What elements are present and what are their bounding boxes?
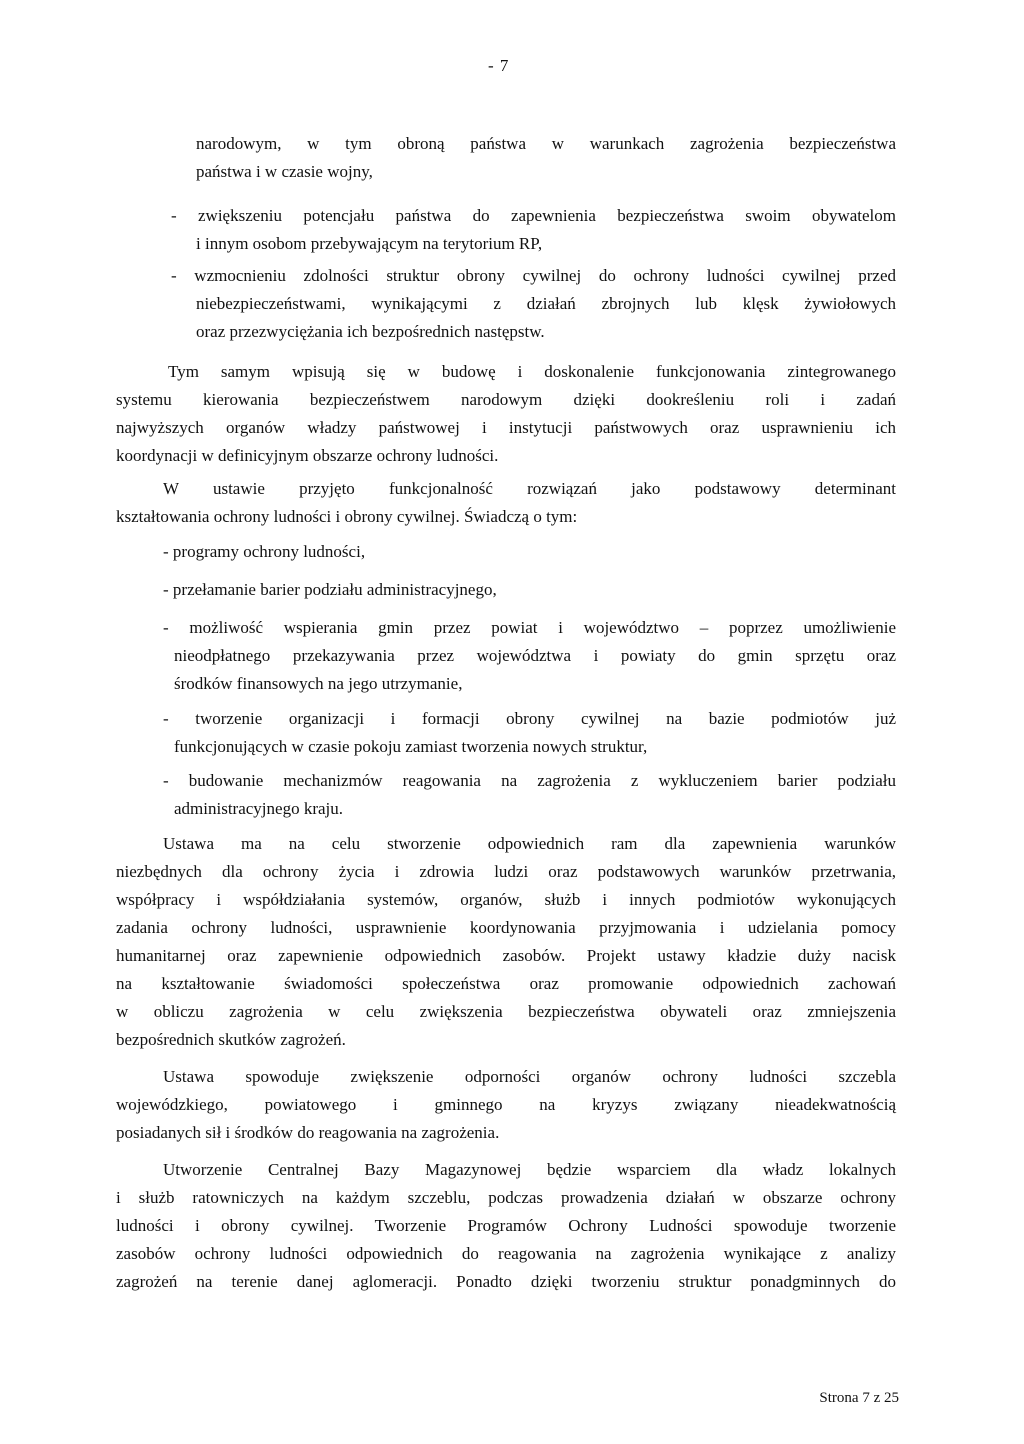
text-line: ludności i obrony cywilnej. Tworzenie Programów Ochrony Ludności spowoduje tworzenie — [116, 1216, 896, 1235]
text-line: koordynacji w definicyjnym obszarze ochrony ludności. — [116, 446, 499, 465]
text-line: zagrożeń na terenie danej aglomeracji. Ponadto dzięki tworzeniu struktur ponadgminnych do — [116, 1272, 896, 1291]
paragraph — [116, 1063, 896, 1147]
list-item — [171, 202, 896, 258]
text-line: - przełamanie barier podziału administracyjnego, — [163, 580, 497, 599]
text-line: środków finansowych na jego utrzymanie, — [174, 674, 463, 693]
text-line: niebezpieczeństwami, wynikającymi z działań zbrojnych lub klęsk żywiołowych — [196, 294, 896, 313]
text-line: Tym samym wpisują się w budowę i doskonalenie funkcjonowania zintegrowanego — [168, 362, 896, 381]
text-line: humanitarnej oraz zapewnienie odpowiednich zasobów. Projekt ustawy kładzie duży nacisk — [116, 946, 896, 965]
list-item-continuation — [196, 130, 896, 186]
text-line: nieodpłatnego przekazywania przez województwa i powiaty do gmin sprzętu oraz — [174, 646, 896, 665]
text-line: zasobów ochrony ludności odpowiednich do reagowania na zagrożenia wynikające z analizy — [116, 1244, 896, 1263]
paragraph — [116, 475, 896, 531]
text-line: wojewódzkiego, powiatowego i gminnego na kryzys związany nieadekwatnością — [116, 1095, 896, 1114]
list-item — [163, 614, 896, 698]
text-line: - zwiększeniu potencjału państwa do zapewnienia bezpieczeństwa swoim obywatelom — [171, 206, 896, 225]
text-line: - programy ochrony ludności, — [163, 542, 366, 561]
text-line: najwyższych organów władzy państwowej i instytucji państwowych oraz usprawnieniu ich — [116, 418, 896, 437]
text-line: administracyjnego kraju. — [174, 799, 344, 818]
text-line: Utworzenie Centralnej Bazy Magazynowej będzie wsparciem dla władz lokalnych — [163, 1160, 896, 1179]
page-number-top: - 7 — [488, 56, 510, 75]
text-line: kształtowania ochrony ludności i obrony cywilnej. Świadczą o tym: — [116, 507, 578, 526]
text-line: oraz przezwyciężania ich bezpośrednich następstw. — [196, 322, 545, 341]
text-line: funkcjonujących w czasie pokoju zamiast tworzenia nowych struktur, — [174, 737, 648, 756]
text-line: - tworzenie organizacji i formacji obrony cywilnej na bazie podmiotów już — [163, 709, 896, 728]
text-line: państwa i w czasie wojny, — [196, 162, 373, 181]
text-line: współpracy i współdziałania systemów, organów, służb i innych podmiotów wykonujących — [116, 890, 896, 909]
text-line: - możliwość wspierania gmin przez powiat i województwo – poprzez umożliwienie — [163, 618, 896, 637]
text-line: na kształtowanie świadomości społeczeństwa oraz promowanie odpowiednich zachowań — [116, 974, 896, 993]
text-line: narodowym, w tym obroną państwa w warunkach zagrożenia bezpieczeństwa — [196, 134, 896, 153]
text-line: niezbędnych dla ochrony życia i zdrowia ludzi oraz podstawowych warunków przetrwania, — [116, 862, 896, 881]
text-line: Ustawa ma na celu stworzenie odpowiednich ram dla zapewnienia warunków — [163, 834, 896, 853]
text-line: bezpośrednich skutków zagrożeń. — [116, 1030, 346, 1049]
paragraph — [116, 830, 896, 1054]
paragraph — [116, 1156, 896, 1296]
text-line: i służb ratowniczych na każdym szczeblu, podczas prowadzenia działań w obszarze ochrony — [116, 1188, 896, 1207]
text-line: i innym osobom przebywającym na terytorium RP, — [196, 234, 543, 253]
text-line: posiadanych sił i środków do reagowania na zagrożenia. — [116, 1123, 500, 1142]
list-item — [171, 262, 896, 346]
text-line: - budowanie mechanizmów reagowania na zagrożenia z wykluczeniem barier podziału — [163, 771, 896, 790]
text-line: w obliczu zagrożenia w celu zwiększenia bezpieczeństwa obywateli oraz zmniejszenia — [116, 1002, 896, 1021]
list-item — [163, 767, 896, 823]
text-line: systemu kierowania bezpieczeństwem narodowym dzięki dookreśleniu roli i zadań — [116, 390, 896, 409]
text-line: - wzmocnieniu zdolności struktur obrony cywilnej do ochrony ludności cywilnej przed — [171, 266, 896, 285]
text-line: Ustawa spowoduje zwiększenie odporności organów ochrony ludności szczebla — [163, 1067, 896, 1086]
list-item — [163, 576, 896, 604]
text-line: zadania ochrony ludności, usprawnienie koordynowania przyjmowania i udzielania pomocy — [116, 918, 896, 937]
text-line: W ustawie przyjęto funkcjonalność rozwiązań jako podstawowy determinant — [163, 479, 896, 498]
page-footer: Strona 7 z 25 — [819, 1390, 899, 1406]
list-item — [163, 705, 896, 761]
paragraph — [116, 358, 896, 470]
list-item — [163, 538, 896, 566]
